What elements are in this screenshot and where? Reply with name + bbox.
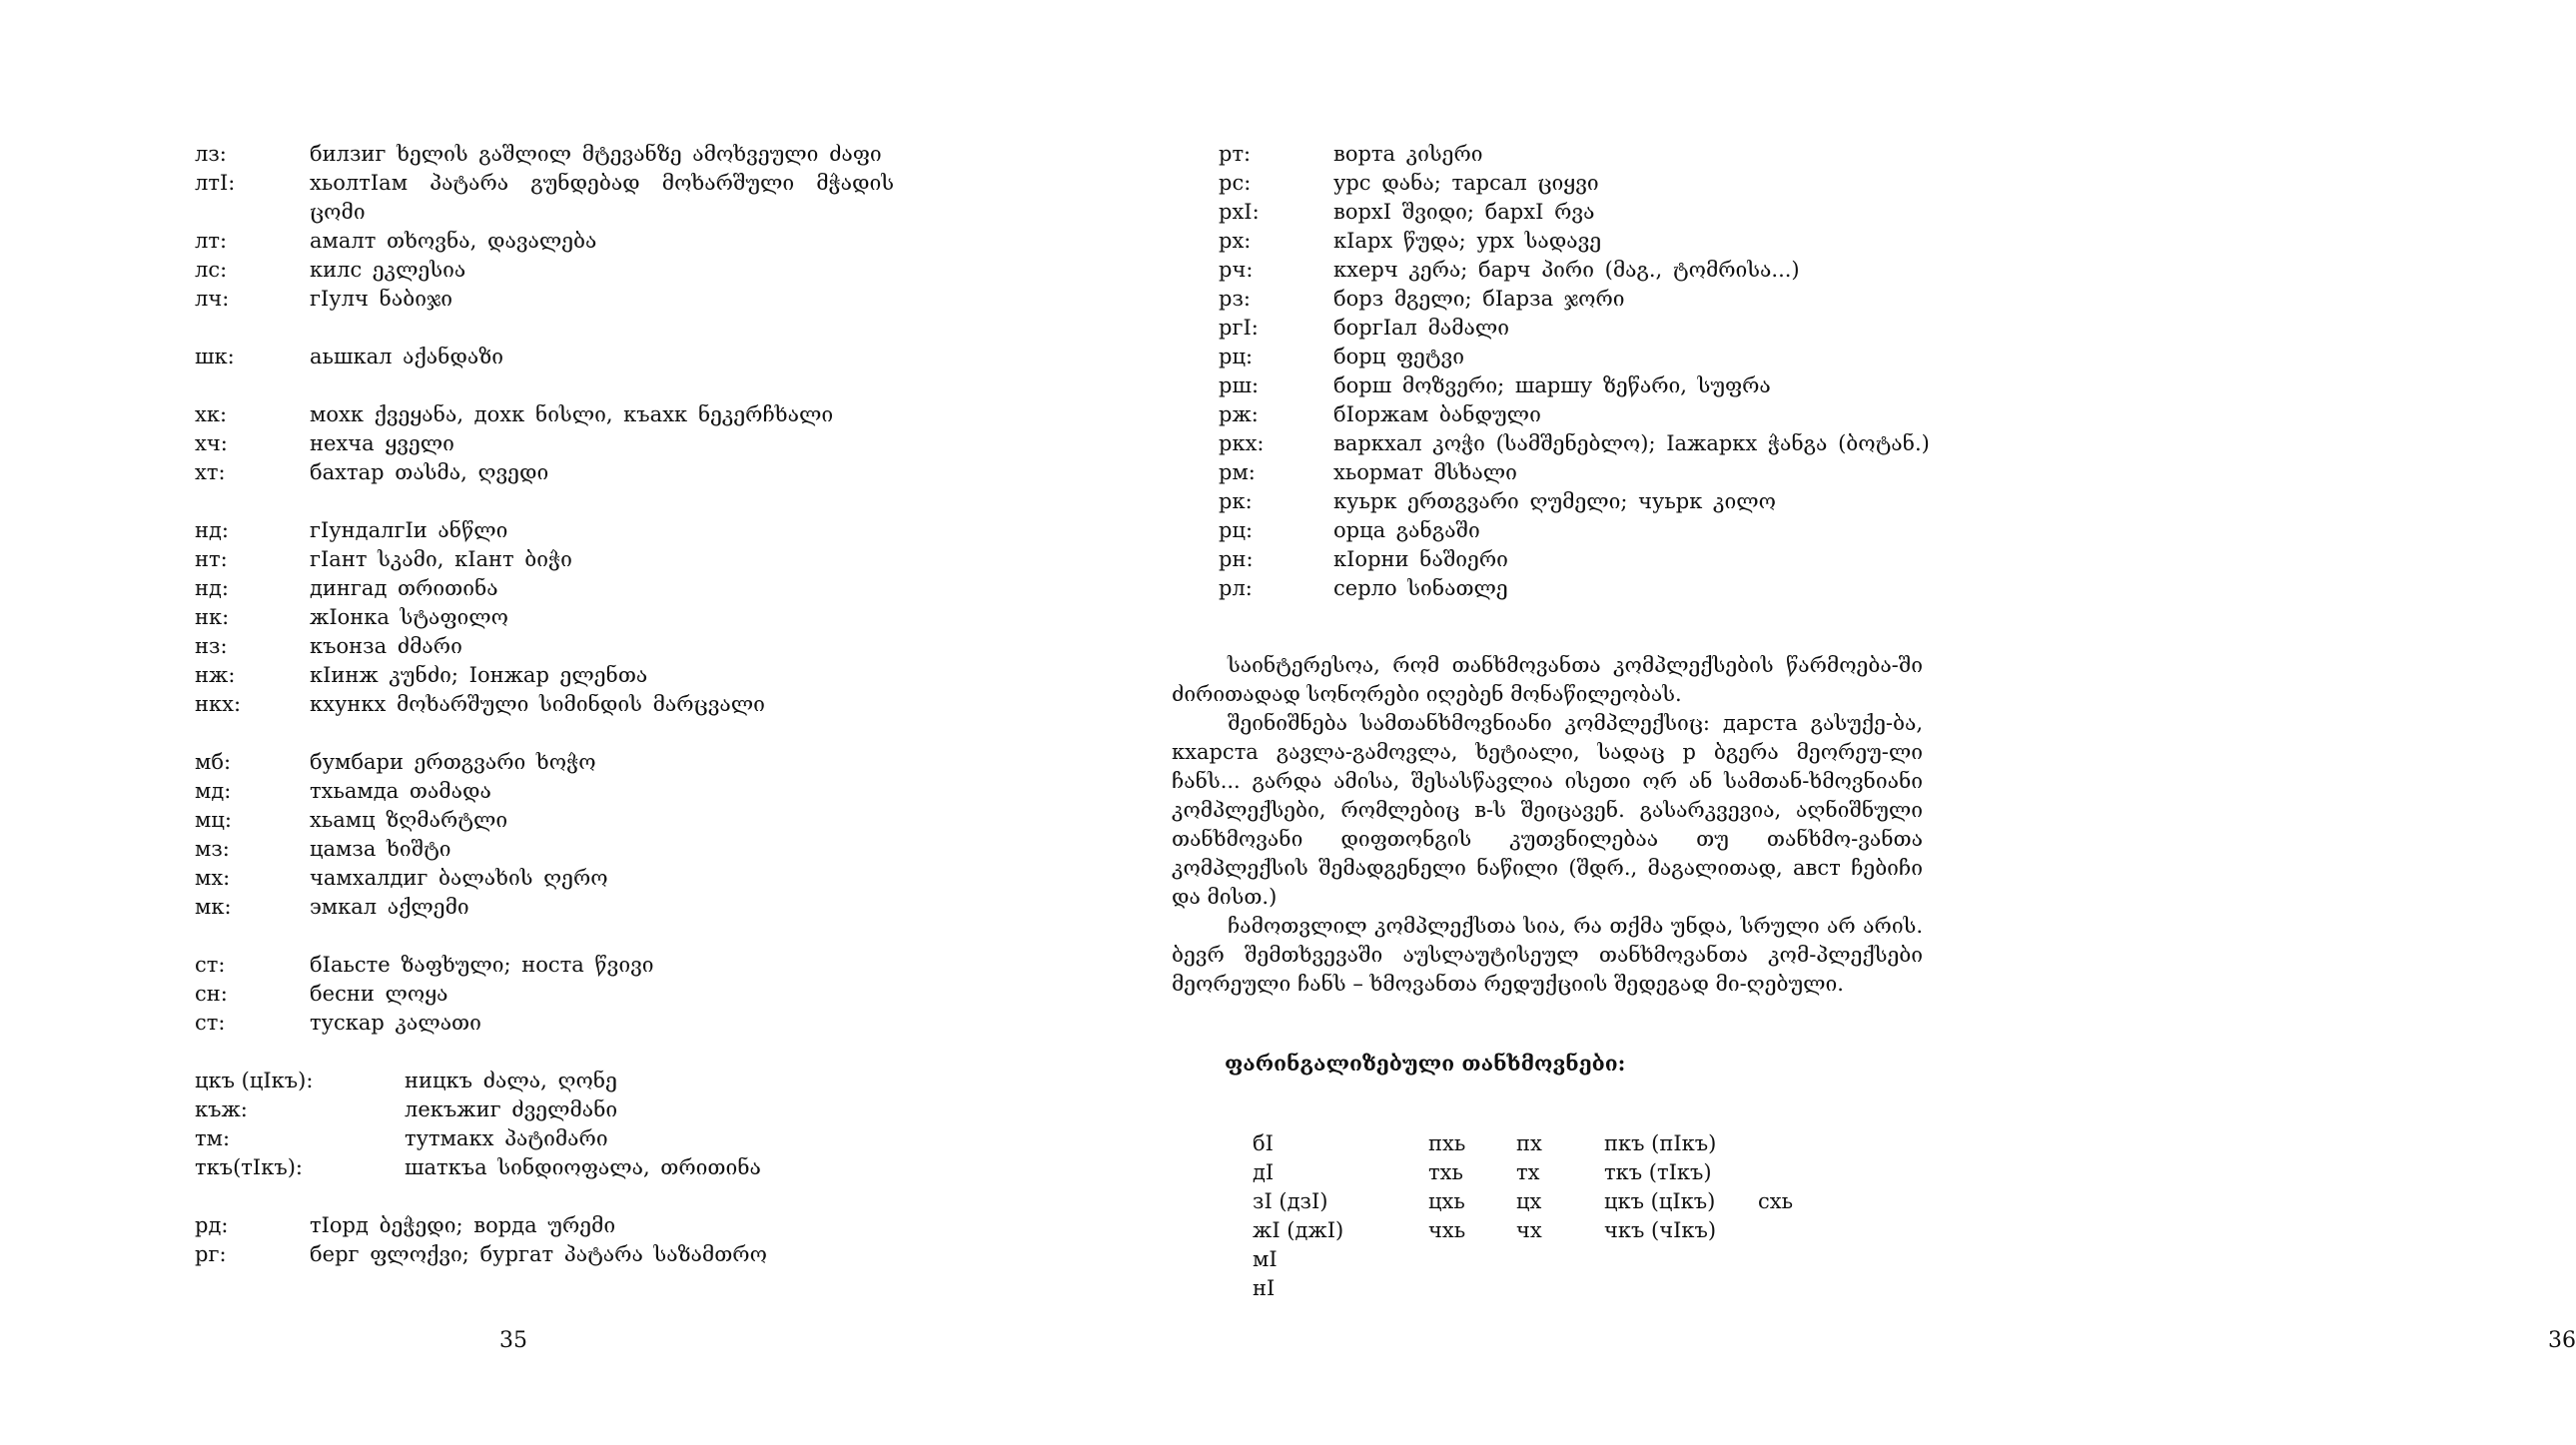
table-cell: цхь [1428,1189,1465,1213]
entry-example: аьшкал აქანდაზი [310,345,504,368]
entry-example: тIорд ბეჭედი; ворда ურემი [310,1213,616,1237]
entry-example: мохк ქვეყანა, дохк ნისლი, къахк ნეკერჩხალი [310,402,834,426]
entry-example: гIундалгIи ანწლი [310,518,508,542]
entry-cluster: лтI: [195,171,236,195]
table-cell: цх [1516,1189,1542,1213]
entry-example: нехча ყველი [310,431,454,455]
table-row [1253,1129,1793,1158]
entry-cluster: тм: [195,1126,231,1150]
dictionary-entry [195,1067,894,1095]
page-number-right: 36 [2548,1328,2576,1353]
entry-cluster: хч: [195,431,228,455]
dictionary-entry [195,690,894,719]
dictionary-entry [195,458,894,487]
dictionary-entry [195,777,894,806]
entry-cluster: шк: [195,345,235,368]
dictionary-entry [1219,516,1938,545]
table-row [1253,1216,1793,1245]
entry-cluster: хт: [195,460,226,484]
entry-example: хьолтIам პატარა გუნდებად მოხარშული მჭადის ცომი [310,171,894,224]
entry-cluster: нк: [195,605,230,629]
dictionary-entry [195,1240,894,1269]
table-cell: чхь [1428,1218,1466,1242]
entry-example: бахтар თასმა, ღვედი [310,460,549,484]
entry-example: борц ფეტვი [1333,345,1464,368]
entry-cluster: ткъ(тIкъ): [195,1155,303,1179]
entry-cluster: мб: [195,750,232,774]
entry-example: серло სინათლე [1333,576,1508,600]
entry-example: тускар კალათი [310,1011,481,1035]
entry-cluster: мх: [195,866,231,890]
entry-cluster: мк: [195,895,232,919]
entry-example: кIорни ნაშიერი [1333,547,1508,571]
table-row [1253,1274,1793,1303]
entry-cluster: рц: [1219,345,1254,368]
entry-cluster: лс: [195,258,228,282]
table-cell: нI [1253,1276,1276,1300]
table-cell [1428,1274,1516,1303]
entry-example: боргIал მამალი [1333,316,1510,340]
dictionary-entry [195,748,894,777]
entry-example: къонза ძმარი [310,634,462,658]
entry-example: жIонка სტაფილო [310,605,508,629]
table-cell: пх [1516,1131,1542,1155]
entry-cluster: рз: [1219,287,1251,311]
dictionary-entry [195,516,894,545]
dictionary-entry [195,1009,894,1038]
entry-example: дингад თრითინა [310,576,498,600]
dictionary-entry [1219,574,1938,603]
entry-example: тхьамда თამადა [310,779,491,803]
section-heading: ფარინგალიზებული თანხმოვნები: [1225,1051,1626,1076]
entry-example: бесни ლოყა [310,982,448,1006]
entry-cluster: рл: [1219,576,1253,600]
dictionary-entry [195,806,894,835]
body-text [1172,651,1923,999]
dictionary-entry [195,227,894,256]
dictionary-entry [195,980,894,1009]
entry-example: ворта კისერი [1333,142,1483,166]
entry-example: кхункх მოხარშული სიმინდის მარცვალი [310,692,765,716]
table-row [1253,1187,1793,1216]
table-cell [1758,1245,1793,1274]
dictionary-entry [195,893,894,922]
entry-example: гIулч ნაბიჯი [310,287,453,311]
dictionary-entry [1219,140,1938,169]
dictionary-entry [195,574,894,603]
entry-example: бIоржам ბანდული [1333,402,1541,426]
entry-example: кIарх წუდა; урх სადავე [1333,229,1602,253]
dictionary-entry [1219,343,1938,371]
dictionary-entry [195,835,894,864]
table-cell [1428,1245,1516,1274]
entry-cluster: нж: [195,663,236,687]
table-cell [1758,1274,1793,1303]
table-cell: чкъ (чIкъ) [1604,1218,1717,1242]
dictionary-entry [195,1095,894,1124]
entry-cluster: ст: [195,1011,226,1035]
entry-example: кIинж კუნძი; Iонжар ელენთა [310,663,648,687]
table-cell: чх [1516,1218,1542,1242]
entry-example: хьамц ზღმარტლი [310,808,508,832]
entry-cluster: нз: [195,634,228,658]
dictionary-entry [1219,198,1938,227]
table-cell [1758,1158,1793,1187]
entry-cluster: рн: [1219,547,1254,571]
entry-example: ворхI შვიდი; бархI რვა [1333,200,1595,224]
table-cell: тхь [1428,1160,1463,1184]
entry-cluster: рч: [1219,258,1254,282]
dictionary-entry [195,603,894,632]
dictionary-entry [195,1124,894,1153]
table-cell [1758,1216,1793,1245]
entry-example: амалт თხოვნა, დავალება [310,229,597,253]
left-page [0,0,1023,1445]
dictionary-entry [195,1211,894,1240]
pharyngealized-consonants-table [1253,1129,1793,1303]
entry-cluster: мз: [195,837,230,861]
entry-cluster: рх: [1219,229,1252,253]
table-cell [1516,1274,1604,1303]
entry-cluster: мд: [195,779,232,803]
entry-example: борз მგელი; бIарза ჯორი [1333,287,1625,311]
table-cell [1604,1245,1758,1274]
entry-cluster: лч: [195,287,230,311]
entry-example: берг ფლოქვი; бургат პატარა საზამთრო [310,1242,767,1266]
table-cell: жI (джI) [1253,1218,1344,1242]
entry-example: куьрк ერთგვარი ღუმელი; чуьрк კილო [1333,489,1776,513]
dictionary-entry [195,545,894,574]
dictionary-entry [195,1153,894,1182]
table-cell [1516,1245,1604,1274]
entry-cluster: рхI: [1219,200,1260,224]
dictionary-entry [1219,429,1938,458]
entry-cluster: рж: [1219,402,1259,426]
table-cell: мI [1253,1247,1278,1271]
entry-example: борш მოზვერი; шаршу ზეწარი, სუფრა [1333,373,1771,397]
paragraph: შეინიშნება სამთანხმოვნიანი კომპლექსიც: дарста გასუქე-ბა, кхарста გავლა-გამოვლა, ხეტიალი, სადაც р ბგერა მეორეუ-ლი ჩანს... გარდა ამისა, შესასწავლია ისეთი ორ ან სამთან-ხმოვნიანი კომპლექსები, რომლებიც в-ს შეიცავენ. გასარკვევია, აღნიშნული თანხმოვანი დიფთონგის კუთვნილებაა თუ თანხმო-ვანთა კომპლექსის შემადგენელი ნაწილი (შდრ., მაგალითად, авст ჩებიჩი და მისთ.) [1172,711,1923,909]
entry-cluster: рс: [1219,171,1252,195]
dictionary-entry [195,632,894,661]
entry-cluster: нкх: [195,692,242,716]
entry-cluster: рш: [1219,373,1260,397]
table-cell: тх [1516,1160,1540,1184]
dictionary-entry [195,169,894,227]
entry-cluster: лт: [195,229,228,253]
dictionary-entry [1219,371,1938,400]
dictionary-entry [195,400,894,429]
entry-cluster: рц: [1219,518,1254,542]
entry-example: лекъжиг ძველმანი [405,1097,618,1121]
table-cell [1758,1129,1793,1158]
entry-cluster: рг: [195,1242,227,1266]
entry-example: бIаьсте ზაფხული; носта წვივი [310,953,654,977]
entry-example: кхерч კერა; барч პირი (მაგ., ტომრისა...) [1333,258,1800,282]
entry-example: шаткъа სინდიოფალა, თრითინა [405,1155,761,1179]
table-cell: цкъ (цIкъ) [1604,1189,1716,1213]
table-cell: бI [1253,1131,1274,1155]
paragraph: ჩამოთვლილ კომპლექსთა სია, რა თქმა უნდა, სრული არ არის. ბევრ შემთხვევაში აუსლაუტისეულ თანხმოვანთა კომ-პლექსები მეორეული ჩანს – ხმოვანთა რედუქციის შედეგად მი-ღებული. [1172,914,1923,996]
entry-cluster: мц: [195,808,232,832]
dictionary-entry [195,661,894,690]
entry-example: ницкъ ძალა, ღონე [405,1069,617,1092]
dictionary-entry [195,140,894,169]
entry-cluster: лз: [195,142,227,166]
table-cell [1604,1274,1758,1303]
entry-cluster: ргI: [1219,316,1259,340]
entry-cluster: нд: [195,518,230,542]
entry-cluster: ркх: [1219,431,1265,455]
entry-example: чамхалдиг ბალახის ღერო [310,866,608,890]
entry-cluster: рм: [1219,460,1256,484]
entry-cluster: къж: [195,1097,248,1121]
dictionary-entry [1219,169,1938,198]
right-entry-list [1219,140,1938,603]
dictionary-entry [195,343,894,371]
entry-cluster: цкъ (цIкъ): [195,1069,314,1092]
entry-example: тутмакх პატიმარი [405,1126,608,1150]
entry-cluster: нд: [195,576,230,600]
entry-cluster: нт: [195,547,228,571]
table-cell: дI [1253,1160,1275,1184]
dictionary-entry [1219,545,1938,574]
entry-example: орца განგაში [1333,518,1480,542]
paragraph: საინტერესოა, რომ თანხმოვანთა კომპლექსების წარმოება-ში ძირითადად სონორები იღებენ მონაწილეობას. [1172,653,1923,706]
entry-example: хьормат მსხალი [1333,460,1517,484]
entry-cluster: рт: [1219,142,1252,166]
dictionary-entry [1219,256,1938,285]
table-cell: пкъ (пIкъ) [1604,1131,1717,1155]
page-number-left: 35 [499,1328,527,1353]
entry-example: цамза ხიშტი [310,837,451,861]
entry-example: бумбари ერთგვარი ხოჭო [310,750,596,774]
table-cell: ткъ (тIкъ) [1604,1160,1712,1184]
table-row [1253,1158,1793,1187]
dictionary-entry [195,285,894,314]
entry-example: гIант სკამი, кIант ბიჭი [310,547,572,571]
table-cell: схь [1758,1189,1794,1213]
dictionary-entry [1219,400,1938,429]
entry-cluster: рк: [1219,489,1253,513]
dictionary-entry [195,951,894,980]
entry-cluster: хк: [195,402,228,426]
dictionary-entry [1219,227,1938,256]
entry-example: урс დანა; тарсал ციყვი [1333,171,1599,195]
table-row [1253,1245,1793,1274]
entry-cluster: ст: [195,953,226,977]
dictionary-entry [195,864,894,893]
entry-cluster: сн: [195,982,228,1006]
table-cell: зI (дзI) [1253,1189,1328,1213]
dictionary-entry [1219,285,1938,314]
dictionary-entry [195,429,894,458]
dictionary-entry [1219,487,1938,516]
entry-example: килс ეკლესია [310,258,466,282]
entry-example: билзиг ხელის გაშლილ მტევანზე ამოხვეული ძაფი [310,142,882,166]
dictionary-entry [1219,458,1938,487]
left-entry-list [195,140,894,1269]
dictionary-entry [1219,314,1938,343]
dictionary-entry [195,256,894,285]
entry-example: варкхал კოჭი (სამშენებლო); Iажаркх ჭანგა (ბოტან.) [1333,431,1930,455]
entry-example: эмкал აქლემი [310,895,469,919]
entry-cluster: рд: [195,1213,229,1237]
table-cell: пхь [1428,1131,1466,1155]
